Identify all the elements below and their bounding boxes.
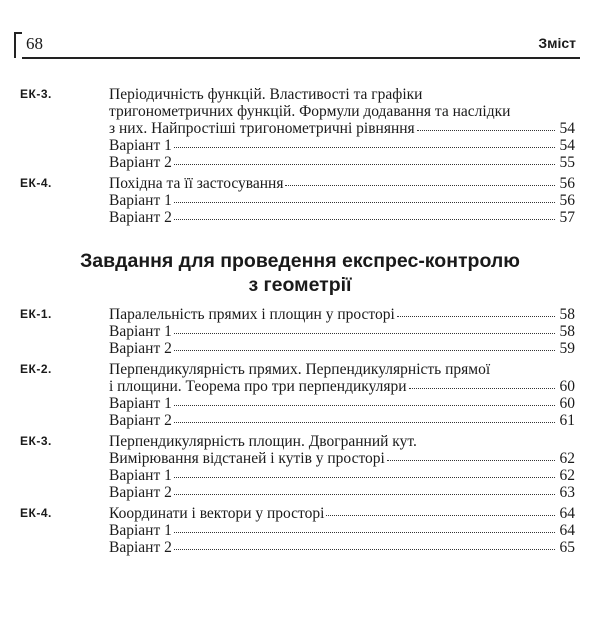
entry-page: 56 <box>559 175 575 192</box>
entry-title-line: Похідна та її застосування 56 <box>109 175 575 192</box>
entry-title-line: Перпендикулярність площин. Двогранний кут. <box>109 433 417 450</box>
section-heading-line2: з геометрії <box>248 274 352 296</box>
entry-page: 58 <box>559 306 575 323</box>
header-title: Зміст <box>538 35 576 51</box>
variant-line: Варіант 1 62 <box>109 467 575 484</box>
dot-leader <box>417 130 555 131</box>
section-heading <box>0 249 600 297</box>
toc-entry <box>20 505 575 556</box>
entry-code: ЕК-4. <box>20 506 52 520</box>
variant-line: Варіант 1 56 <box>109 192 575 209</box>
entry-code: ЕК-4. <box>20 176 52 190</box>
toc-entry <box>20 361 575 429</box>
dot-leader <box>174 350 555 351</box>
dot-leader <box>174 405 555 406</box>
dot-leader <box>409 388 555 389</box>
variant-page: 58 <box>559 323 575 340</box>
toc-entry <box>20 306 575 357</box>
entry-title-line: з них. Найпростіші тригонометричні рівняння 54 <box>109 120 575 137</box>
entry-code: ЕК-3. <box>20 434 52 448</box>
variant-page: 57 <box>559 209 575 226</box>
dot-leader <box>174 333 555 334</box>
section-heading-line1: Завдання для проведення експрес-контролю <box>80 250 520 272</box>
entry-title-line: Періодичність функцій. Властивості та графіки <box>109 86 423 103</box>
variant-line: Варіант 2 65 <box>109 539 575 556</box>
variant-page: 61 <box>559 412 575 429</box>
variant-line: Варіант 2 57 <box>109 209 575 226</box>
toc-entry <box>20 175 575 226</box>
entry-title-line: і площини. Теорема про три перпендикуляри 60 <box>109 378 575 395</box>
entry-title-line: Вимірювання відстаней і кутів у просторі 62 <box>109 450 575 467</box>
variant-line: Варіант 1 58 <box>109 323 575 340</box>
entry-title-line: Координати і вектори у просторі 64 <box>109 505 575 522</box>
toc-entry <box>20 86 575 171</box>
entry-page: 64 <box>559 505 575 522</box>
dot-leader <box>174 219 555 220</box>
variant-page: 65 <box>559 539 575 556</box>
entry-code: ЕК-2. <box>20 362 52 376</box>
dot-leader <box>174 422 555 423</box>
dot-leader <box>174 477 555 478</box>
dot-leader <box>174 549 555 550</box>
variant-line: Варіант 2 59 <box>109 340 575 357</box>
header-rule <box>22 57 580 59</box>
corner-bracket <box>14 32 22 58</box>
variant-page: 55 <box>559 154 575 171</box>
entry-code: ЕК-1. <box>20 307 52 321</box>
variant-page: 54 <box>559 137 575 154</box>
dot-leader <box>326 515 555 516</box>
variant-page: 56 <box>559 192 575 209</box>
variant-line: Варіант 1 64 <box>109 522 575 539</box>
entry-page: 54 <box>559 120 575 137</box>
toc-section-geometry <box>20 306 575 560</box>
page-number: 68 <box>26 34 43 53</box>
variant-line: Варіант 2 63 <box>109 484 575 501</box>
variant-line: Варіант 1 60 <box>109 395 575 412</box>
variant-page: 64 <box>559 522 575 539</box>
entry-page: 62 <box>559 450 575 467</box>
variant-page: 59 <box>559 340 575 357</box>
toc-entry <box>20 433 575 501</box>
variant-page: 62 <box>559 467 575 484</box>
dot-leader <box>285 185 555 186</box>
variant-line: Варіант 2 61 <box>109 412 575 429</box>
entry-code: ЕК-3. <box>20 87 52 101</box>
variant-line: Варіант 1 54 <box>109 137 575 154</box>
dot-leader <box>174 532 555 533</box>
dot-leader <box>174 147 555 148</box>
variant-line: Варіант 2 55 <box>109 154 575 171</box>
dot-leader <box>174 494 555 495</box>
entry-page: 60 <box>559 378 575 395</box>
dot-leader <box>387 460 555 461</box>
variant-page: 60 <box>559 395 575 412</box>
page-header <box>14 30 580 60</box>
entry-title-line: Паралельність прямих і площин у просторі 58 <box>109 306 575 323</box>
entry-title-line: тригонометричних функцій. Формули додавання та наслідки <box>109 103 511 120</box>
entry-title-line: Перпендикулярність прямих. Перпендикулярність прямої <box>109 361 491 378</box>
dot-leader <box>397 316 555 317</box>
variant-page: 63 <box>559 484 575 501</box>
dot-leader <box>174 202 555 203</box>
dot-leader <box>174 164 555 165</box>
toc-section-algebra <box>20 86 575 230</box>
